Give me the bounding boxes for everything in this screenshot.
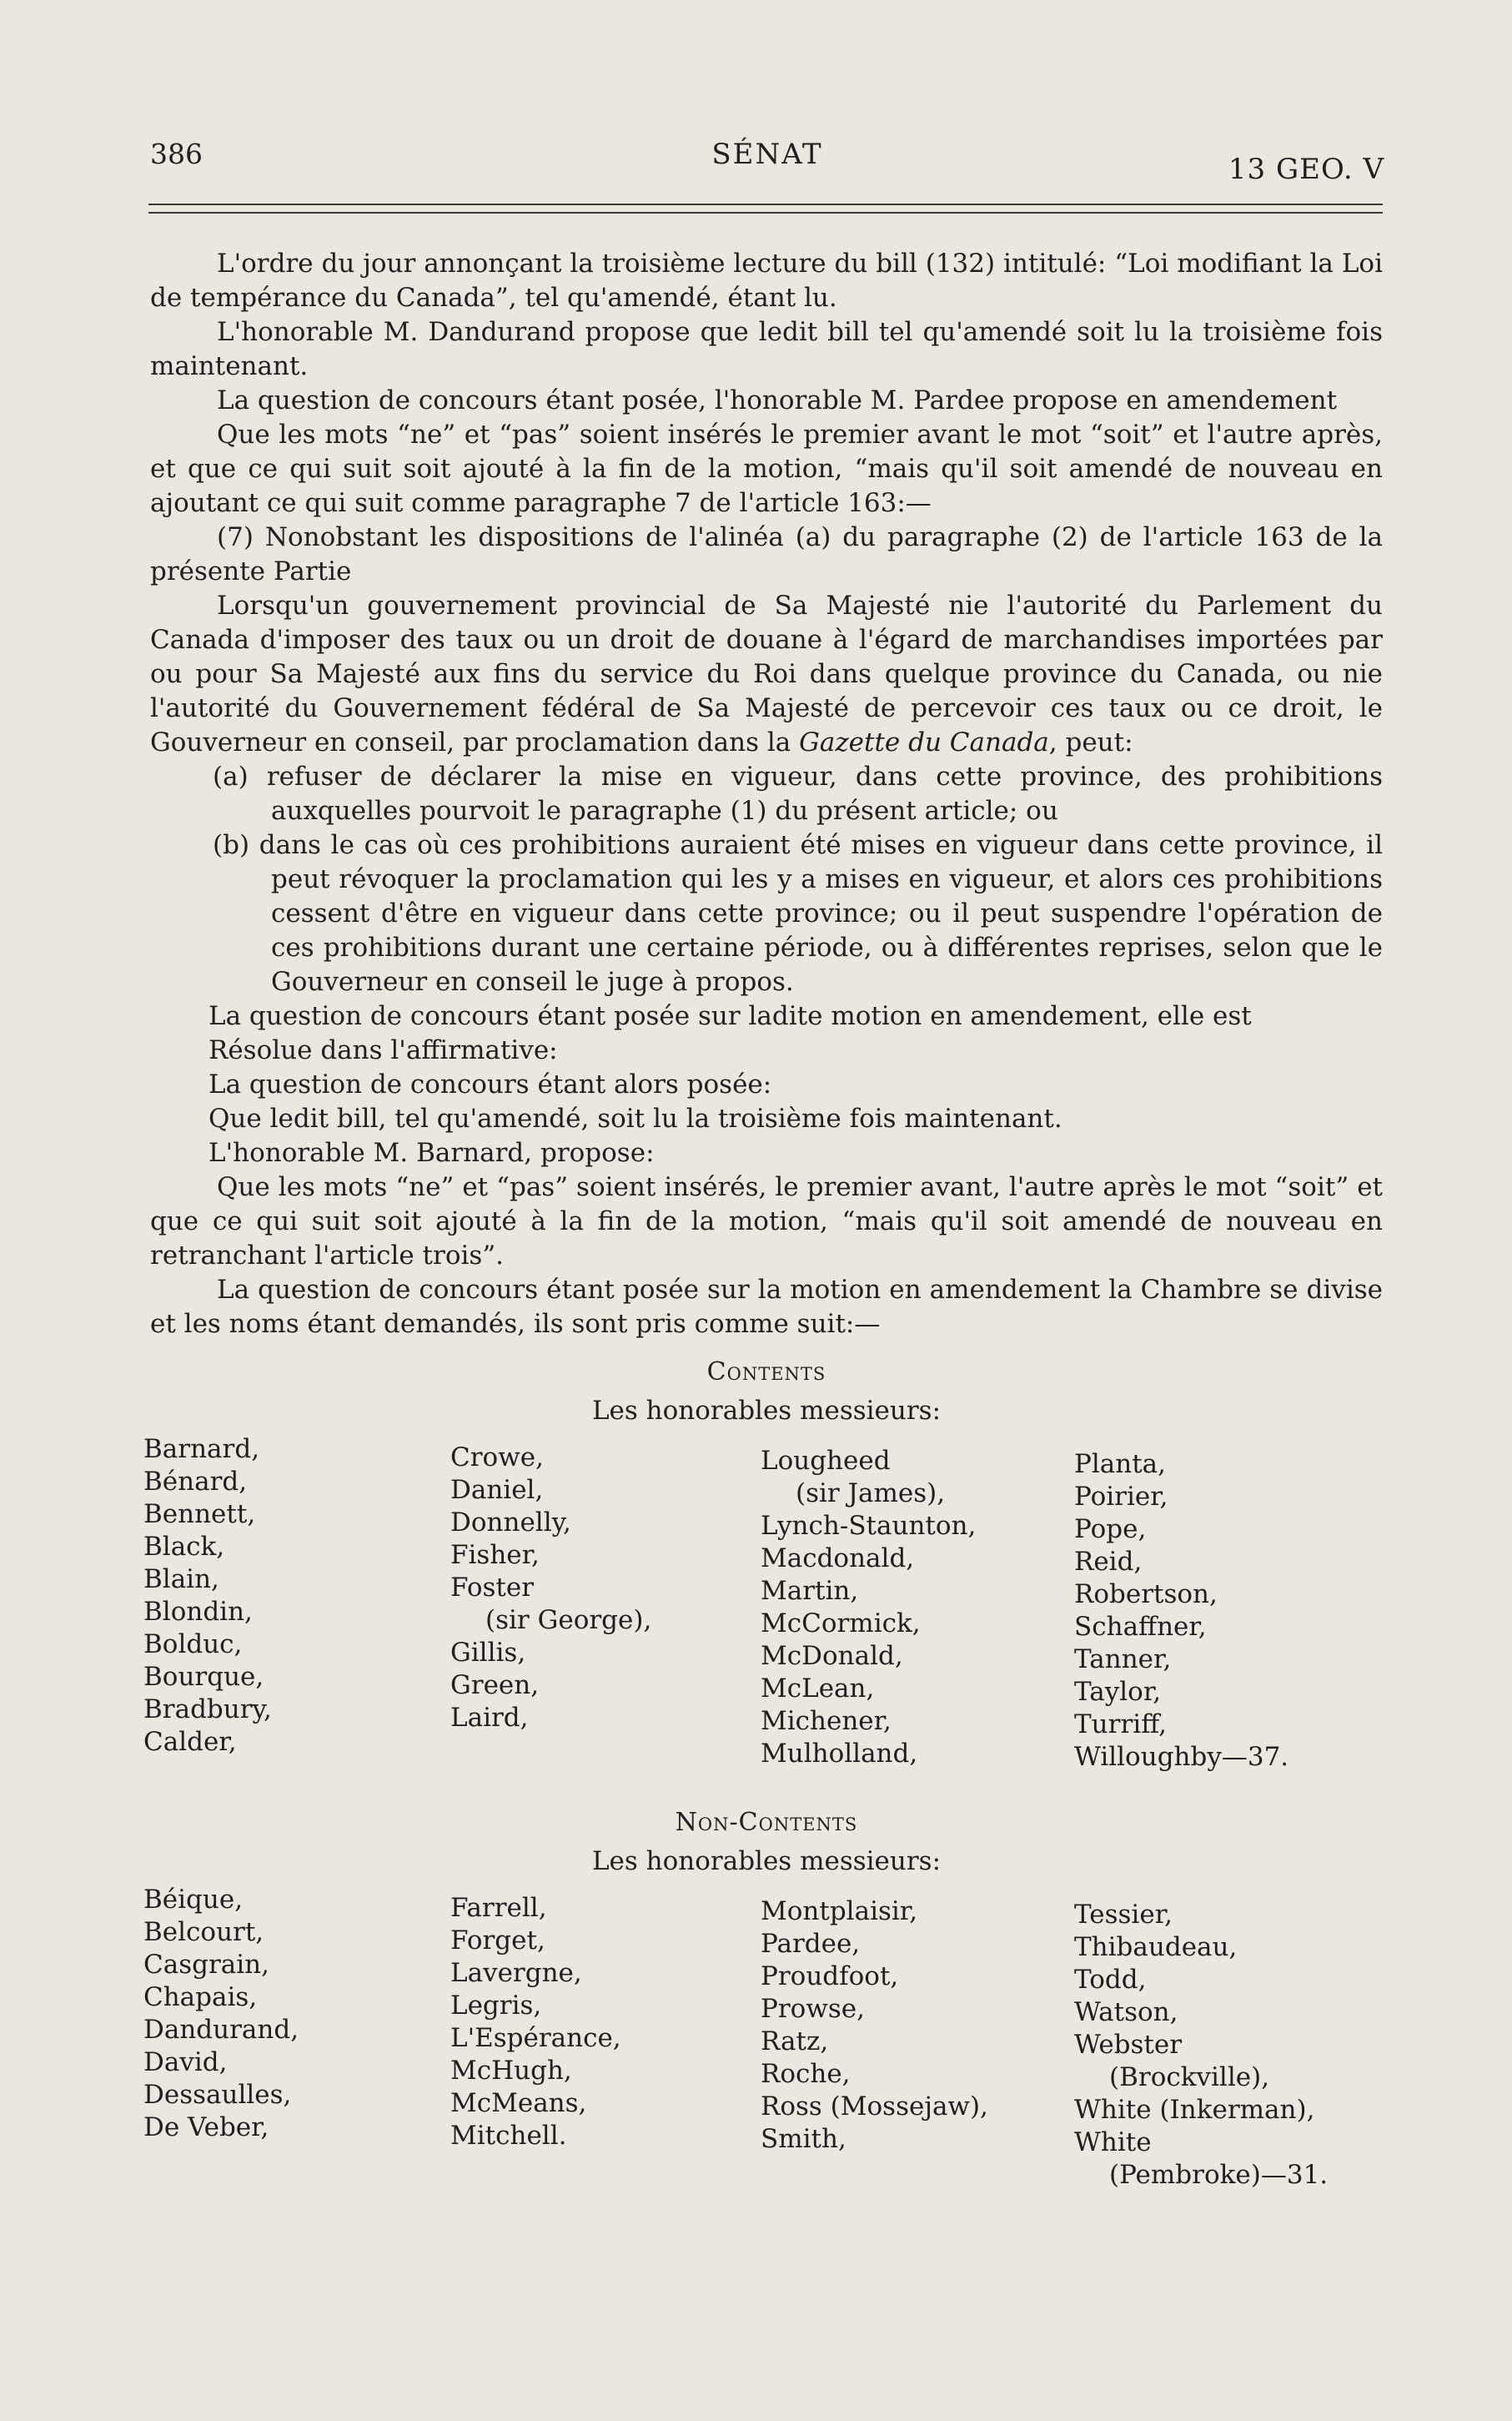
name: L'Espérance, [450, 2023, 621, 2053]
name: Laird, [450, 1703, 529, 1733]
clause-a: (a) refuser de déclarer la mise en vigueur, dans cette province, des prohibitions auxquelles pourvoit le paragraphe (1) du présent article; ou [213, 762, 1383, 826]
paragraph: Que ledit bill, tel qu'amendé, soit lu la troisième fois maintenant. [208, 1104, 1062, 1134]
name: Donnelly, [450, 1507, 571, 1538]
name: McHugh, [450, 2056, 572, 2086]
name: McLean, [761, 1674, 875, 1704]
name: Robertson, [1074, 1579, 1218, 1609]
name: Reid, [1074, 1547, 1143, 1577]
paragraph: (7) Nonobstant les dispositions de l'alinéa (a) du paragraphe (2) de l'article 163 de la présente Partie [150, 522, 1383, 586]
name: Montplaisir, [761, 1896, 918, 1926]
name: (Pembroke)—31. [1109, 2160, 1329, 2190]
name: Belcourt, [143, 1917, 264, 1947]
name: Michener, [761, 1706, 892, 1736]
name: Ross (Mossejaw), [761, 2091, 988, 2122]
contents-title: Contents [706, 1357, 826, 1387]
name: Bradbury, [143, 1694, 272, 1724]
contents-column-3 [761, 1445, 976, 1770]
name: (sir George), [485, 1605, 652, 1635]
paragraph: La question de concours étant alors posée: [208, 1070, 772, 1100]
name: Fisher, [450, 1540, 540, 1570]
name: Taylor, [1074, 1677, 1162, 1707]
name: Gillis, [450, 1638, 526, 1668]
name: Dandurand, [143, 2015, 299, 2045]
non-contents-column-2 [450, 1892, 621, 2152]
name: Ratz, [761, 2026, 829, 2056]
name: Bénard, [143, 1467, 248, 1497]
name: Daniel, [450, 1475, 544, 1505]
paragraph: La question de concours étant posée sur la motion en amendement la Chambre se divise et les noms étant demandés, ils sont pris comme suit:— [150, 1275, 1383, 1339]
name: McMeans, [450, 2088, 587, 2118]
header-rule-top [148, 204, 1383, 205]
name: Schaffner, [1074, 1612, 1207, 1642]
name: White [1074, 2127, 1152, 2157]
name: (sir James), [796, 1478, 946, 1508]
name: Chapais, [143, 1982, 258, 2012]
name: McDonald, [761, 1641, 903, 1671]
name: Crowe, [450, 1442, 544, 1472]
paragraph-text: , peut: [1048, 727, 1133, 758]
header-rule-bottom [148, 212, 1383, 214]
page-number: 386 [150, 138, 203, 170]
name: Foster [450, 1573, 535, 1603]
name: Pardee, [761, 1929, 861, 1959]
name: Bolduc, [143, 1629, 243, 1659]
name: Farrell, [450, 1893, 547, 1923]
paragraph: La question de concours étant posée, l'honorable M. Pardee propose en amendement [217, 385, 1338, 415]
non-contents-column-4 [1074, 1899, 1328, 2192]
name: (Brockville), [1109, 2062, 1270, 2092]
name: Webster [1074, 2030, 1183, 2060]
name: Lavergne, [450, 1958, 582, 1988]
name: Dessaulles, [143, 2080, 292, 2110]
contents-names [143, 1433, 1383, 1792]
contents-subtitle: Les honorables messieurs: [591, 1396, 942, 1426]
body-text [143, 247, 1383, 2242]
name: Casgrain, [143, 1950, 269, 1980]
name: Roche, [761, 2059, 851, 2089]
name: Planta, [1074, 1449, 1167, 1479]
name: De Veber, [143, 2112, 269, 2142]
name: Martin, [761, 1576, 859, 1606]
clause-b: (b) dans le cas où ces prohibitions auraient été mises en vigueur dans cette province, il peut révoquer la proclamation qui les y a mises en vigueur, et alors ces prohibitions cessent d'être en vigueur dans cette province; ou il peut suspendre l'opération de ces prohibitions durant une certaine période, ou à différentes reprises, selon que le Gouverneur en conseil le juge à propos. [213, 830, 1383, 997]
name: White (Inkerman), [1074, 2095, 1315, 2125]
name: Mulholland, [761, 1739, 918, 1769]
name: Thibaudeau, [1074, 1932, 1238, 1962]
name: Forget, [450, 1925, 545, 1955]
name: Béique, [143, 1885, 244, 1915]
paragraph: Résolue dans l'affirmative: [208, 1035, 558, 1065]
paragraph-text: Lorsqu'un gouvernement provincial de Sa Majesté nie l'autorité du Parlement du Canada d'imposer des taux ou un droit de douane à l'égard de marchandises importées par ou pour Sa Majesté aux fins du service du Roi dans quelque province du Canada, ou nie l'autorité du Gouvernement fédéral de Sa Majesté de percevoir ces taux ou ce droit, le Gouverneur en conseil, par proclamation dans la [150, 591, 1383, 758]
gazette-title: Gazette du Canada [799, 727, 1049, 758]
name: Prowse, [761, 1994, 865, 2024]
name: Bourque, [143, 1662, 264, 1692]
paragraph [150, 589, 1383, 760]
contents-column-1 [143, 1433, 272, 1759]
non-contents-names [143, 1884, 1383, 2242]
non-contents-subtitle: Les honorables messieurs: [591, 1846, 942, 1876]
name: Tessier, [1074, 1900, 1173, 1930]
paragraph: L'honorable M. Dandurand propose que ledit bill tel qu'amendé soit lu la troisième fois maintenant. [150, 317, 1383, 381]
name: Pope, [1074, 1514, 1147, 1544]
name: Black, [143, 1532, 225, 1562]
name: Mitchell. [450, 2121, 567, 2151]
paragraph: L'ordre du jour annonçant la troisième lecture du bill (132) intitulé: “Loi modifiant la Loi de tempérance du Canada”, tel qu'amendé, étant lu. [150, 249, 1383, 313]
name: Barnard, [143, 1434, 260, 1464]
name: Lynch-Staunton, [761, 1511, 977, 1541]
non-contents-title: Non-Contents [675, 1808, 858, 1837]
paragraph: L'honorable M. Barnard, propose: [208, 1138, 655, 1168]
name: Willoughby—37. [1074, 1742, 1289, 1772]
name: David, [143, 2047, 228, 2077]
name: Blondin, [143, 1597, 253, 1627]
paragraph: Que les mots “ne” et “pas” soient insérés, le premier avant, l'autre après le mot “soit” et que ce qui suit soit ajouté à la fin de la motion, “mais qu'il soit amendé de nouveau en retranchant l'article trois”. [150, 1172, 1383, 1271]
name: Turriff, [1074, 1709, 1167, 1739]
name: Watson, [1074, 1997, 1178, 2027]
name: Legris, [450, 1991, 542, 2021]
name: Tanner, [1074, 1644, 1172, 1674]
page-title: SÉNAT [711, 138, 823, 171]
name: Todd, [1074, 1965, 1147, 1995]
name: McCormick, [761, 1608, 921, 1638]
name: Bennett, [143, 1499, 256, 1529]
running-header [150, 138, 1384, 188]
name: Poirier, [1074, 1482, 1168, 1512]
name: Lougheed [761, 1446, 891, 1476]
contents-column-4 [1074, 1448, 1288, 1774]
name: Green, [450, 1670, 540, 1700]
name: Macdonald, [761, 1543, 915, 1573]
name: Calder, [143, 1727, 237, 1757]
volume-label: 13 GEO. V [1228, 153, 1384, 186]
paragraph: Que les mots “ne” et “pas” soient insérés le premier avant le mot “soit” et l'autre après, et que ce qui suit soit ajouté à la fin de la motion, “mais qu'il soit amendé de nouveau en ajoutant ce qui suit comme paragraphe 7 de l'article 163:— [150, 420, 1383, 518]
name: Smith, [761, 2124, 846, 2154]
contents-column-2 [450, 1442, 651, 1734]
name: Proudfoot, [761, 1961, 899, 1991]
non-contents-column-3 [761, 1895, 988, 2156]
paragraph: La question de concours étant posée sur ladite motion en amendement, elle est [208, 1001, 1252, 1031]
non-contents-column-1 [143, 1884, 299, 2144]
name: Blain, [143, 1564, 219, 1594]
